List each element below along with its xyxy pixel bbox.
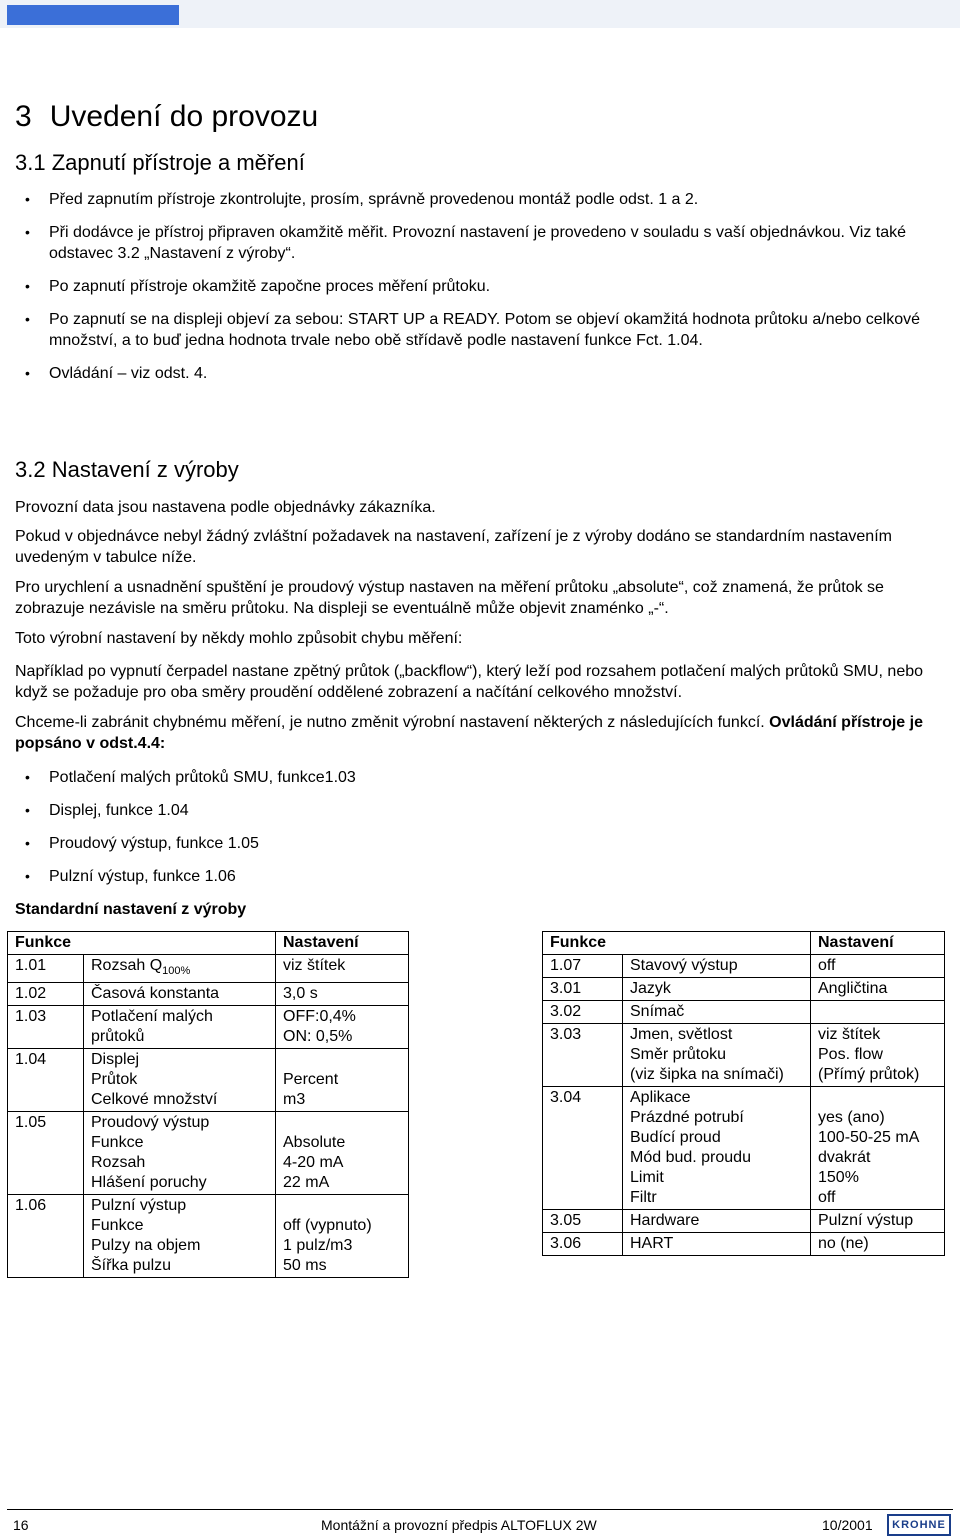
function-name-cell: Proudový výstup Funkce Rozsah Hlášení poruchy: [84, 1112, 276, 1195]
paragraph: Například po vypnutí čerpadel nastane zpětný průtok („backflow“), který leží pod rozsahem potlačení malých průtoků SMU, nebo když se požaduje pro oba směry proudění oddělené zobrazení a načítání celkového množství.: [15, 663, 924, 701]
paragraph: Provozní data jsou nastavena podle objednávky zákazníka.: [15, 499, 436, 516]
table-row: [8, 1112, 409, 1195]
list-item: • Před zapnutím přístroje zkontrolujte, prosím, správně provedenou montáž podle odst. 1 a 2.: [15, 189, 955, 210]
setting-value-cell: OFF:0,4% ON: 0,5%: [276, 1006, 409, 1049]
function-name-cell: Časová konstanta: [84, 983, 276, 1006]
chapter-number: 3: [15, 100, 32, 133]
function-code-cell: 1.03: [8, 1006, 84, 1049]
function-code-cell: 1.07: [543, 955, 623, 978]
table-row: [8, 1006, 409, 1049]
header-cell: Funkce: [8, 932, 276, 955]
function-name-cell: Snímač: [623, 1001, 811, 1024]
function-name-cell: Pulzní výstup Funkce Pulzy na objem Šířka pulzu: [84, 1195, 276, 1278]
header-cell: Nastavení: [811, 932, 945, 955]
chapter-title: Uvedení do provozu: [49, 100, 319, 133]
function-code-cell: 3.01: [543, 978, 623, 1001]
setting-value-cell: off (vypnuto) 1 pulz/m3 50 ms: [276, 1195, 409, 1278]
paragraph-text: Chceme-li zabránit chybnému měření, je nutno změnit výrobní nastavení některých z následujících funkcí.: [15, 714, 770, 731]
setting-value-cell: viz štítek Pos. flow (Přímý průtok): [811, 1024, 945, 1087]
function-code-cell: 1.05: [8, 1112, 84, 1195]
setting-value-cell: 3,0 s: [276, 983, 409, 1006]
chapter-heading: [15, 100, 318, 134]
list-item: • Pulzní výstup, funkce 1.06: [15, 866, 955, 887]
function-code-cell: 1.04: [8, 1049, 84, 1112]
setting-value-cell: Percent m3: [276, 1049, 409, 1112]
function-code-cell: 3.06: [543, 1233, 623, 1256]
paragraph: Toto výrobní nastavení by někdy mohlo způsobit chybu měření:: [15, 630, 463, 647]
table-row: [8, 1049, 409, 1112]
settings-table-right: [542, 931, 945, 1256]
section-3-1-title: 3.1 Zapnutí přístroje a měření: [15, 150, 305, 175]
table-row: [543, 955, 945, 978]
setting-value-cell: off: [811, 955, 945, 978]
function-name-cell: Jazyk: [623, 978, 811, 1001]
function-name-cell: Stavový výstup: [623, 955, 811, 978]
setting-value-cell: [811, 1001, 945, 1024]
function-code-cell: 3.04: [543, 1087, 623, 1210]
function-name-cell: Jmen, světlost Směr průtoku (viz šipka na snímači): [623, 1024, 811, 1087]
table-row: [543, 978, 945, 1001]
paragraph: Pokud v objednávce nebyl žádný zvláštní požadavek na nastavení, zařízení je z výroby dodáno se standardním nastavením uvedeným v tabulce níže.: [15, 528, 892, 566]
function-name-cell: HART: [623, 1233, 811, 1256]
setting-value-cell: yes (ano) 100-50-25 mA dvakrát 150% off: [811, 1087, 945, 1210]
table-row: [543, 1087, 945, 1210]
paragraph: Pro urychlení a usnadnění spuštění je proudový výstup nastaven na měření průtoku „absolute“, což znamená, že průtok se zobrazuje nezávisle na směru průtoku. Na displeji se eventuálně může objevit znaménko „-“.: [15, 579, 884, 617]
function-code-cell: 1.02: [8, 983, 84, 1006]
table-row: [543, 1001, 945, 1024]
table-title: Standardní nastavení z výroby: [15, 901, 247, 918]
function-name-cell: Hardware: [623, 1210, 811, 1233]
table-row: [8, 1195, 409, 1278]
krohne-logo: [887, 1514, 951, 1536]
function-code-cell: 1.01: [8, 955, 84, 983]
setting-value-cell: Angličtina: [811, 978, 945, 1001]
table-row: [8, 983, 409, 1006]
setting-value-cell: viz štítek: [276, 955, 409, 983]
page-number: 16: [13, 1517, 29, 1533]
section-3-1-bullets: [15, 189, 955, 384]
table-row: [543, 1024, 945, 1087]
table-row: [543, 1210, 945, 1233]
setting-value-cell: no (ne): [811, 1233, 945, 1256]
paragraph-bold-text: Ovládání přístroje je popsáno v odst.4.4:: [15, 714, 923, 752]
document-title: Montážní a provozní předpis ALTOFLUX 2W: [321, 1517, 597, 1533]
function-code-cell: 3.02: [543, 1001, 623, 1024]
top-accent-bar: [7, 5, 179, 25]
top-bar: [0, 0, 960, 28]
setting-value-cell: Absolute 4-20 mA 22 mA: [276, 1112, 409, 1195]
header-cell: Funkce: [543, 932, 811, 955]
table-row: [8, 955, 409, 983]
section-3-2-bullets: [15, 767, 955, 887]
table-row: [543, 1233, 945, 1256]
setting-value-cell: Pulzní výstup: [811, 1210, 945, 1233]
settings-table-left: [7, 931, 409, 1278]
logo-text: KROHNE: [892, 1519, 946, 1531]
header-cell: Nastavení: [276, 932, 409, 955]
list-item: • Po zapnutí se na displeji objeví za sebou: START UP a READY. Potom se objeví okamžitá hodnota průtoku a/nebo celkové množství, a to buď jedna hodnota trvale nebo obě střídavě podle nastavení funkce Fct. 1.04.: [15, 309, 955, 351]
section-3-2-title: 3.2 Nastavení z výroby: [15, 457, 239, 482]
page-footer: [7, 1509, 953, 1536]
list-item: • Po zapnutí přístroje okamžitě započne proces měření průtoku.: [15, 276, 955, 297]
document-date: 10/2001: [822, 1517, 873, 1533]
function-name-cell: Rozsah $Q_{100\%}$: [84, 955, 276, 983]
paragraph: [15, 712, 950, 754]
list-item: • Ovládání – viz odst. 4.: [15, 363, 955, 384]
table-header-row: [543, 932, 945, 955]
function-code-cell: 1.06: [8, 1195, 84, 1278]
list-item: • Displej, funkce 1.04: [15, 800, 955, 821]
function-name-cell: Displej Průtok Celkové množství: [84, 1049, 276, 1112]
list-item: • Potlačení malých průtoků SMU, funkce1.03: [15, 767, 955, 788]
function-code-cell: 3.05: [543, 1210, 623, 1233]
list-item: • Proudový výstup, funkce 1.05: [15, 833, 955, 854]
function-name-cell: Potlačení malých průtoků: [84, 1006, 276, 1049]
function-code-cell: 3.03: [543, 1024, 623, 1087]
list-item: • Při dodávce je přístroj připraven okamžitě měřit. Provozní nastavení je provedeno v souladu s vaší objednávkou. Viz také odstavec 3.2 „Nastavení z výroby“.: [15, 222, 955, 264]
function-name-cell: Aplikace Prázdné potrubí Budící proud Mód bud. proudu Limit Filtr: [623, 1087, 811, 1210]
table-header-row: [8, 932, 409, 955]
